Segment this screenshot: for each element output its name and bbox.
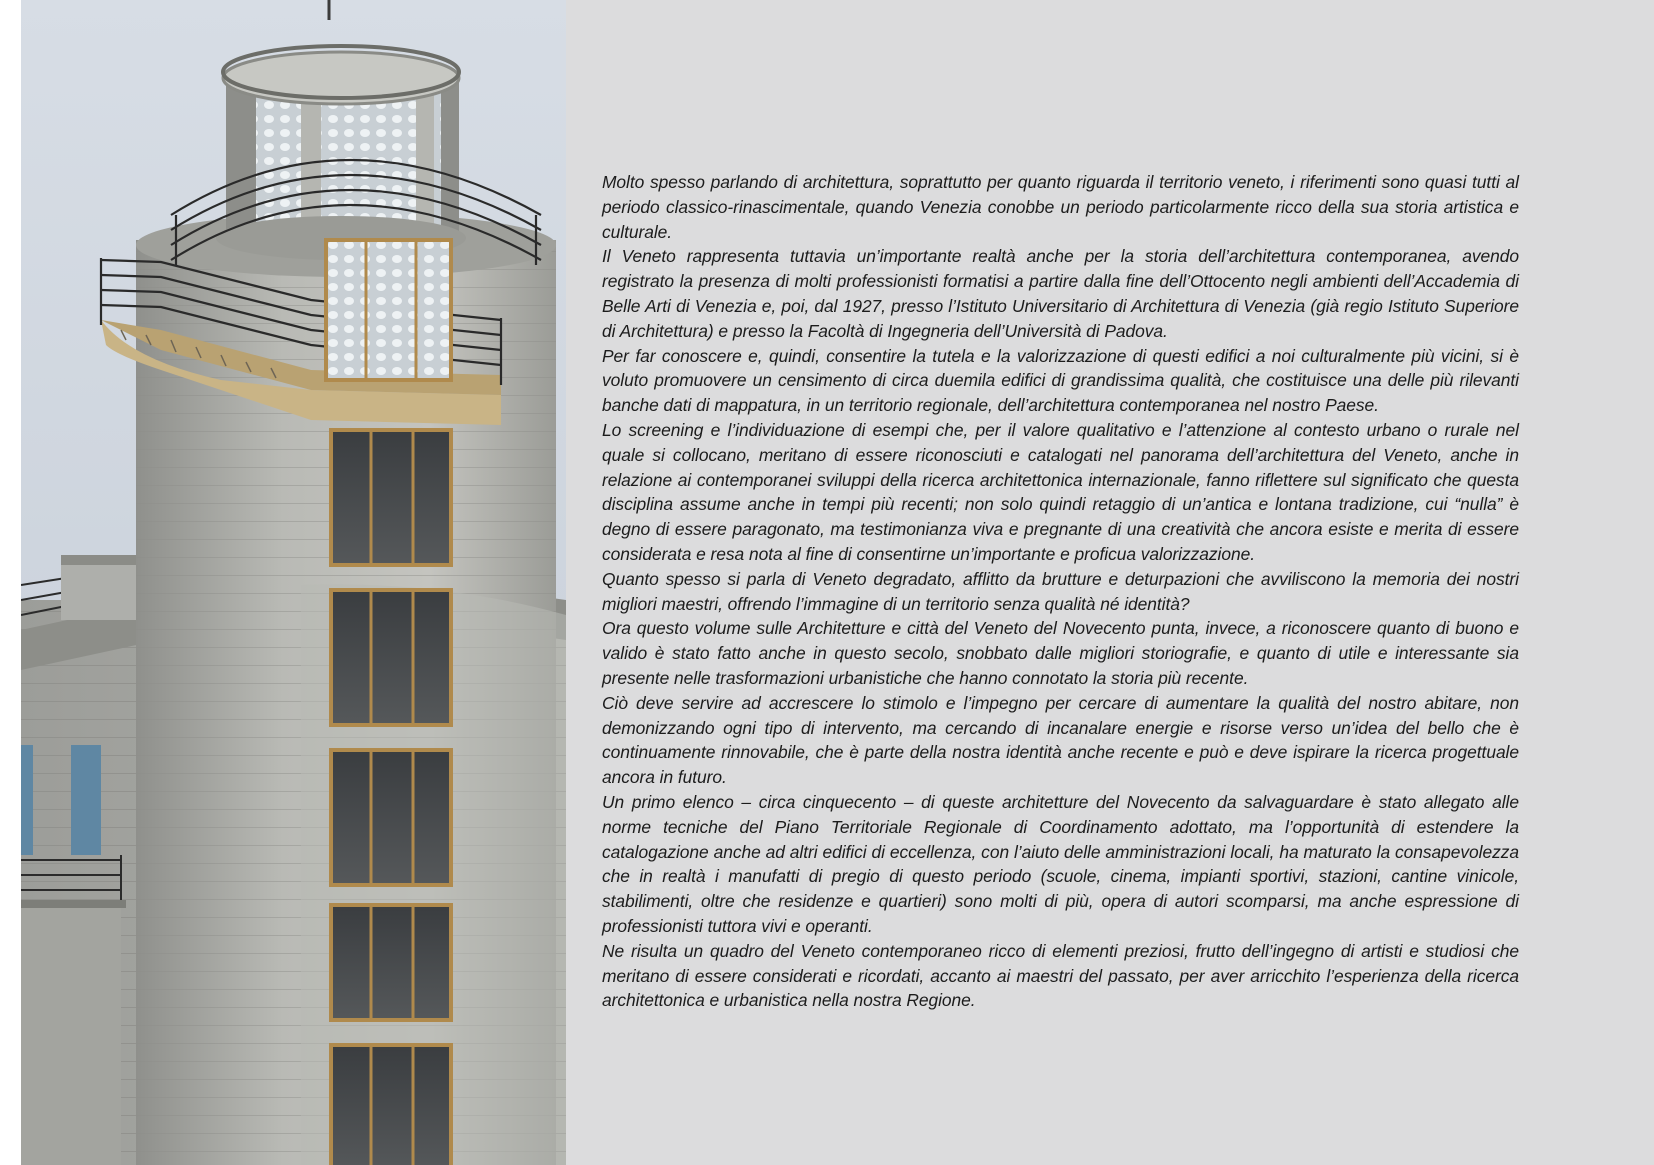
body-text bbox=[602, 170, 1519, 1013]
tower-photograph bbox=[21, 0, 566, 1165]
paragraph: Il Veneto rappresenta tuttavia un’importante realtà anche per la storia dell’architettura contemporanea, avendo registrato la presenza di molti professionisti formatisi a partire dalla fine dell’Ottocento negli ambienti dell’Accademia di Belle Arti di Venezia e, poi, dal 1927, presso l’Istituto Universitario di Architettura di Venezia (già regio Istituto Superiore di Architettura) e presso la Facoltà di Ingegneria dell’Università di Padova. bbox=[602, 246, 1519, 341]
paragraph: Quanto spesso si parla di Veneto degradato, afflitto da brutture e deturpazioni che avviliscono la memoria dei nostri migliori maestri, offrendo l’immagine di un territorio senza qualità né identità? bbox=[602, 568, 1519, 614]
paragraph: Molto spesso parlando di architettura, soprattutto per quanto riguarda il territorio veneto, i riferimenti sono quasi tutti al periodo classico-rinascimentale, quando Venezia conobbe un periodo particolarmente ricco della sua storia artistica e culturale. bbox=[602, 172, 1519, 242]
paragraph: Lo screening e l’individuazione di esempi che, per il valore qualitativo e l’attenzione al contesto urbano o rurale nel quale si collocano, meritano di essere riconosciuti e catalogati nel panorama dell’architettura del Veneto, anche in relazione ai contemporanei sviluppi della ricerca architettonica internazionale, fanno riflettere sul significato che questa disciplina assume anche in tempi più recenti; non solo quindi retaggio di un’antica e lontana tradizione, cui “nulla” è degno di essere paragonato, ma testimonianza viva e pregnante di una creatività che ancora esiste e merita di essere considerata e resa nota al fine di consentirne un’importante e proficua valorizzazione. bbox=[602, 419, 1519, 564]
paragraph: Un primo elenco – circa cinquecento – di queste architetture del Novecento da salvaguardare è stato allegato alle norme tecniche del Piano Territoriale Regionale di Coordinamento adottato, ma l’opportunità di estendere la catalogazione anche ad altri edifici di eccellenza, con l’aiuto delle amministrazioni locali, ha maturato la consapevolezza che in realtà i manufatti di pregio di questo periodo (scuole, cinema, impianti sportivi, stazioni, cantine vinicole, stabilimenti, oltre che residenze e quartieri) sono molti di più, opera di autori scomparsi, ma anche espressione di professionisti tuttora vivi e operanti. bbox=[602, 791, 1519, 936]
paragraph: Ciò deve servire ad accrescere lo stimolo e l’impegno per cercare di aumentare la qualità del nostro abitare, non demonizzando ogni tipo di intervento, ma cercando di incanalare energie e risorse verso un’idea del bello che è continuamente rinnovabile, che è parte della nostra identità anche recente e può e deve ispirare la ricerca progettuale ancora in futuro. bbox=[602, 692, 1519, 788]
text-panel bbox=[566, 0, 1654, 1165]
paragraph: Ora questo volume sulle Architetture e città del Veneto del Novecento punta, invece, a riconoscere quanto di buono e valido è stato fatto anche in questo secolo, snobbato dalle migliori storiografie, e quanto di utile e interessante sia presente nelle trasformazioni urbanistiche che hanno connotato la storia più recente. bbox=[602, 618, 1519, 688]
paragraph: Ne risulta un quadro del Veneto contemporaneo ricco di elementi preziosi, frutto dell’ingegno di artisti e studiosi che meritano di essere considerati e ricordati, accanto ai maestri del passato, per aver arricchito l’esperienza della ricerca architettonica e urbanistica nella nostra Regione. bbox=[602, 940, 1519, 1011]
paragraph: Per far conoscere e, quindi, consentire la tutela e la valorizzazione di questi edifici a noi culturalmente più vicini, si è voluto promuovere un censimento di circa duemila edifici di grandissima qualità, che costituisce una delle più rilevanti banche dati di mappatura, in un territorio regionale, dell’architettura contemporanea nel nostro Paese. bbox=[602, 345, 1519, 416]
